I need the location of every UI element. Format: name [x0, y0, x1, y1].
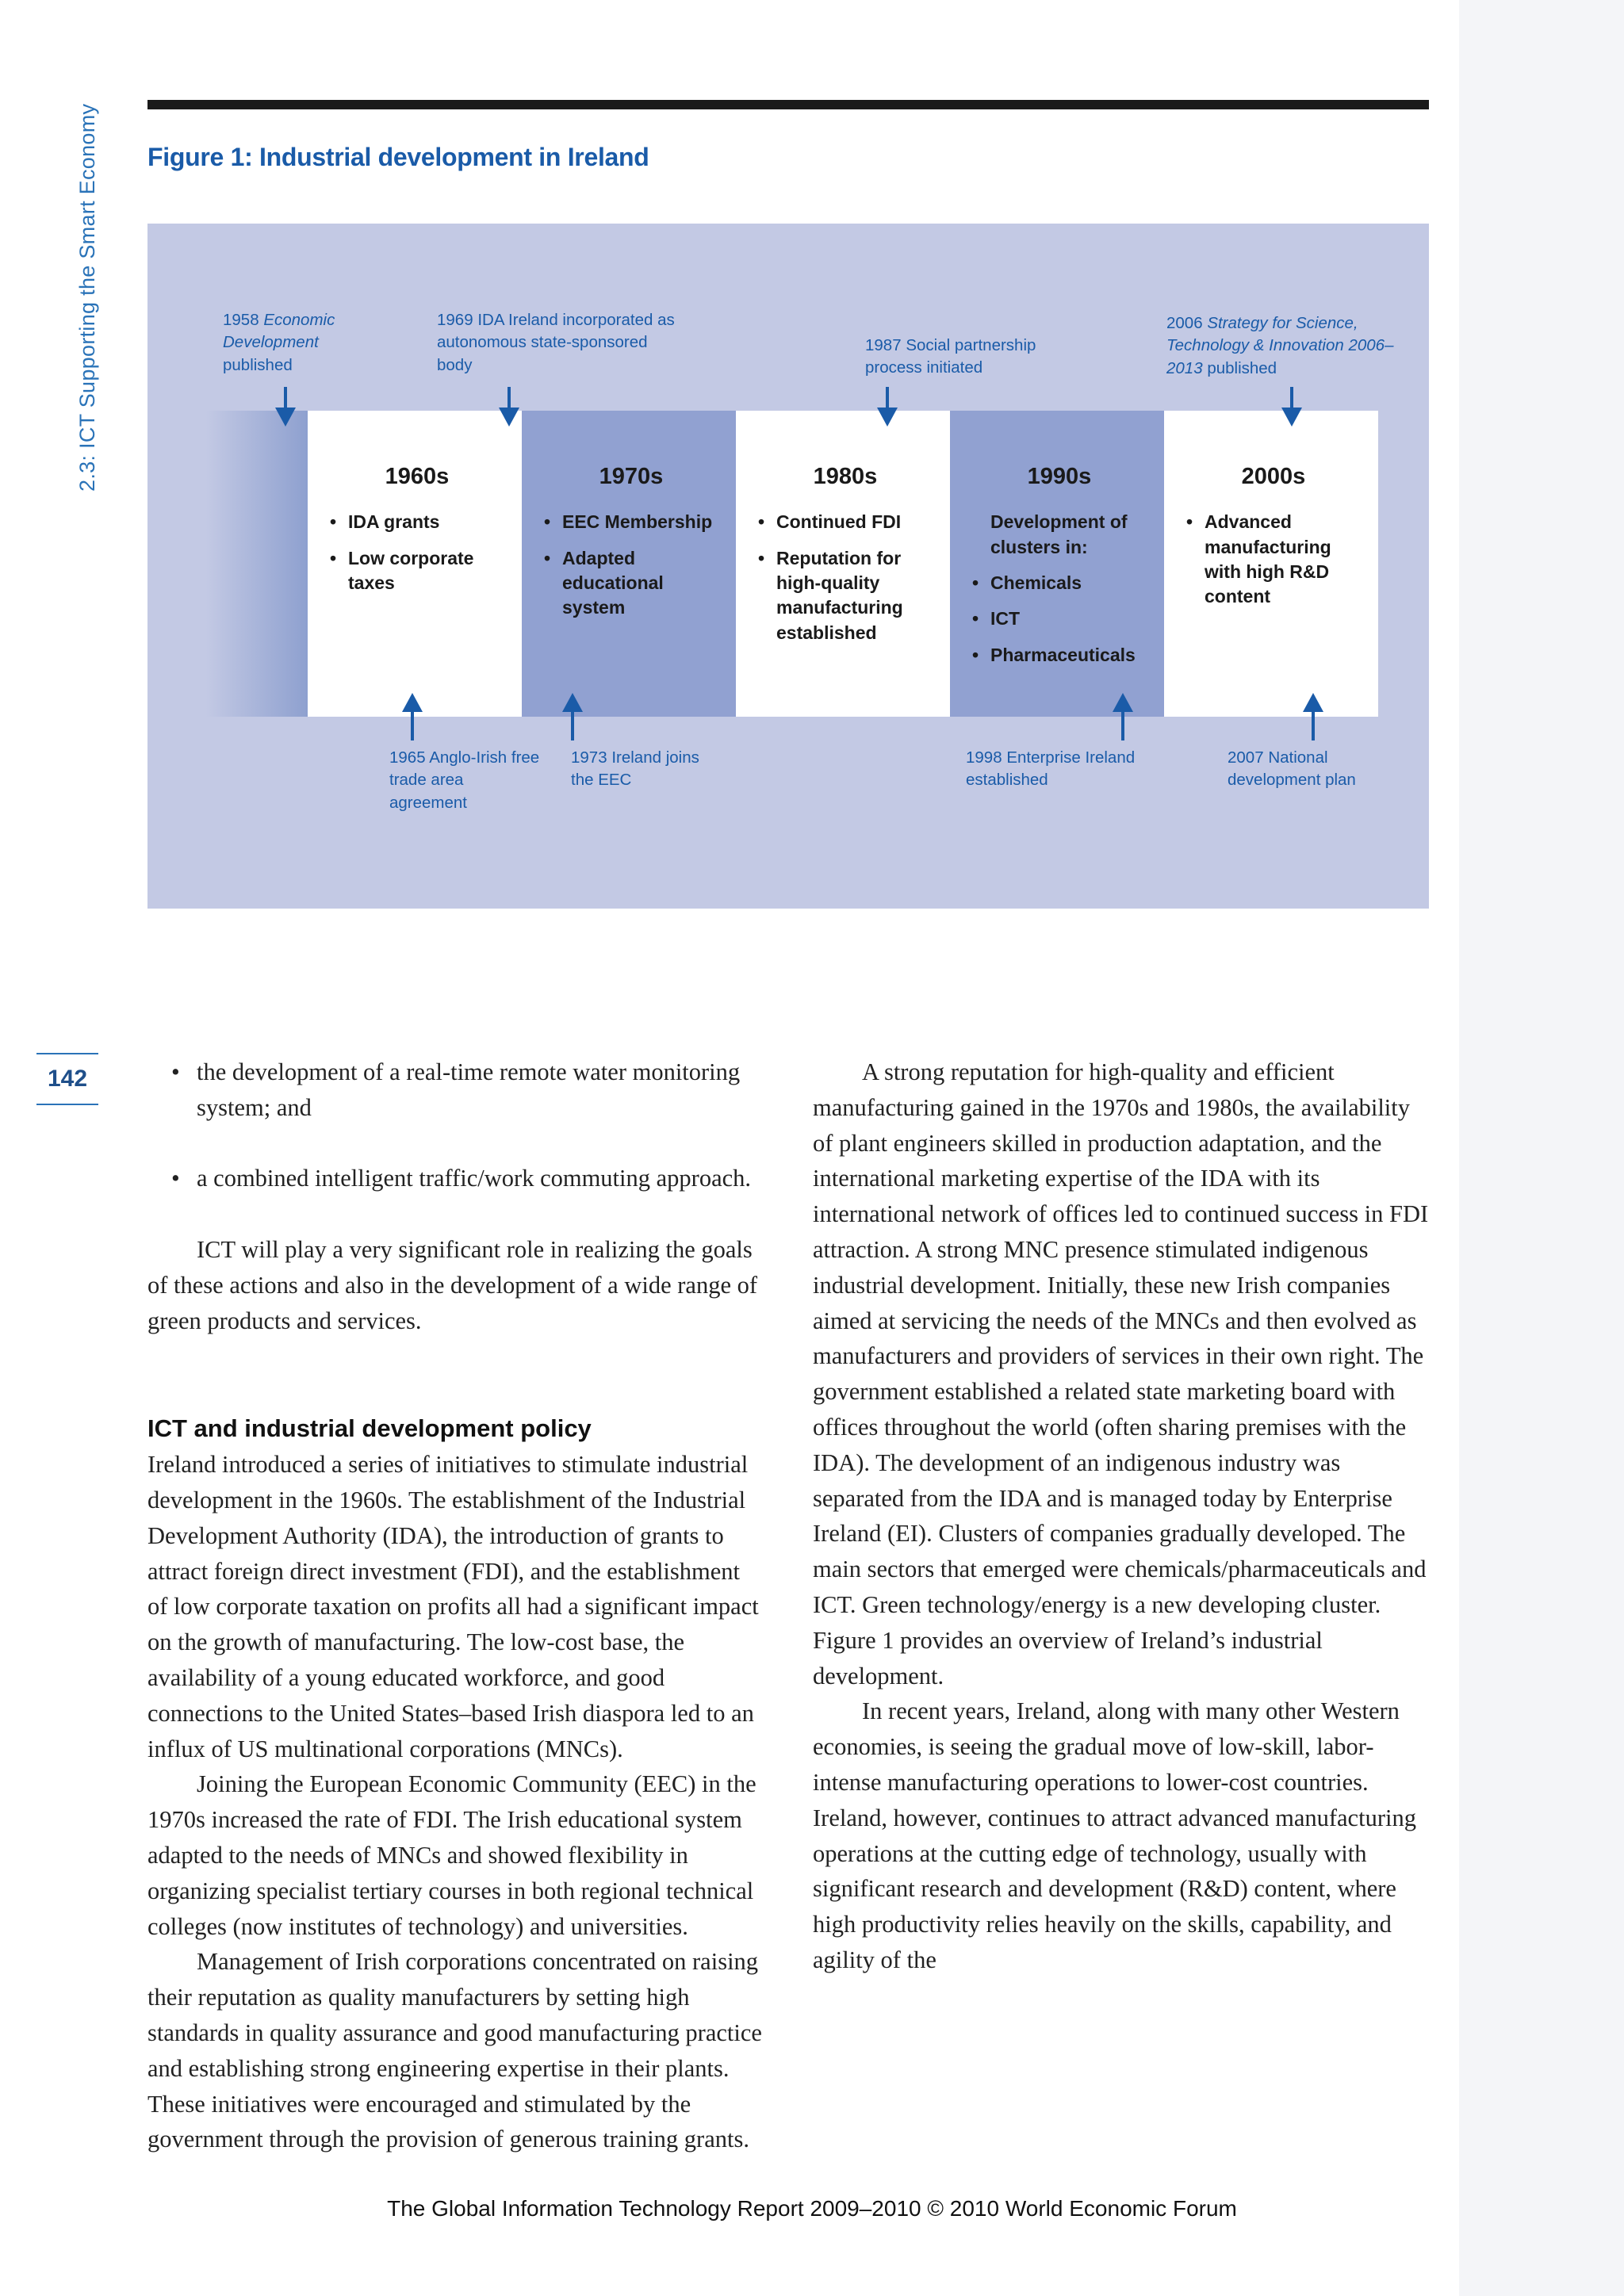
- page-footer: The Global Information Technology Report 2009–2010 © 2010 World Economic Forum: [387, 2196, 1237, 2221]
- decade-1970s: [522, 411, 736, 717]
- decade-1980s: [736, 411, 950, 717]
- event-year: 1998: [966, 748, 1002, 767]
- decade-title: 2000s: [1241, 464, 1306, 489]
- decade-title: 1980s: [813, 464, 878, 489]
- event-year: 1969: [437, 311, 473, 329]
- decade-item: • Adapted educational system: [542, 546, 720, 621]
- decade-1960s: [308, 411, 522, 717]
- list-item: • the development of a real-time remote water monitoring system; and: [147, 1054, 762, 1126]
- decade-2000s: [1164, 411, 1378, 717]
- arrow-down-icon: [886, 387, 889, 411]
- list-item: • a combined intelligent traffic/work commuting approach.: [147, 1161, 762, 1196]
- body-column-right: [813, 1054, 1431, 1978]
- event-1965: [389, 747, 540, 814]
- event-text: Ireland joins the EEC: [571, 748, 699, 790]
- event-1973: [571, 747, 706, 792]
- body-paragraph: ICT will play a very significant role in realizing the goals of these actions and also in the development of a wide range of green products and services.: [147, 1235, 758, 1334]
- event-title: Economic Development: [223, 311, 335, 352]
- event-1969: [437, 309, 675, 377]
- event-year: 1958: [223, 311, 259, 329]
- arrow-up-icon: [571, 709, 574, 740]
- top-rule: [147, 100, 1429, 109]
- event-year: 1965: [389, 748, 426, 767]
- page-number-rule-top: [36, 1053, 98, 1054]
- body-column-left: [147, 1054, 762, 2153]
- event-text: IDA Ireland incorporated as autonomous state-sponsored body: [437, 311, 675, 374]
- figure-title: Figure 1: Industrial development in Ireland: [147, 143, 649, 171]
- event-2007: [1228, 747, 1386, 792]
- decade-intro: Development of clusters in:: [990, 511, 1128, 557]
- page-number-rule-bottom: [36, 1104, 98, 1105]
- event-1958: [223, 309, 366, 377]
- event-text: Social partnership process initiated: [865, 336, 1036, 377]
- body-paragraph: Management of Irish corporations concentrated on raising their reputation as quality manufacturers by setting high standards in quality assurance and good manufacturing practice and establishing strong engineering expertise in their plants. These initiatives were encouraged and stimulated by the government through the provision of generous training grants.: [147, 1948, 762, 2153]
- body-paragraph: Joining the European Economic Community (EEC) in the 1970s increased the rate of FDI. The Irish educational system adapted to the needs of MNCs and showed flexibility in organizing specialist tertiary courses in both regional technical colleges (now institutes of technology) and universities.: [147, 1770, 756, 1940]
- decade-item: • Low corporate taxes: [328, 546, 506, 596]
- page-edge-tint: [1459, 0, 1624, 2296]
- body-paragraph: A strong reputation for high-quality and efficient manufacturing gained in the 1970s and 1980s, the availability of plant engineers skilled in production adaptation, and the international marketing expertise of the IDA with its international network of offices led to continued success in FDI attraction. A strong MNC presence stimulated indigenous industrial development. Initially, these new Irish companies aimed at servicing the needs of the MNCs and then evolved as manufacturers and providers of services in their own right. The government established a related state marketing board with offices throughout the world (often sharing premises with the IDA). The development of an indigenous industry was separated from the IDA and is managed today by Enterprise Ireland (EI). Clusters of companies gradually developed. The main sectors that emerged were chemicals/pharmaceuticals and ICT. Green technology/energy is a new developing cluster. Figure 1 provides an overview of Ireland’s industrial development.: [813, 1058, 1429, 1689]
- body-paragraph: In recent years, Ireland, along with many other Western economies, is seeing the gradual move of low-skill, labor-intense manufacturing operations to lower-cost countries. Ireland, however, continues to attract advanced manufacturing operations at the cutting edge of technology, usually with significant research and development (R&D) content, where high productivity relies heavily on the skills, capability, and agility of the: [813, 1697, 1416, 1973]
- event-1998: [966, 747, 1172, 792]
- section-sidebar-label: 2.3: ICT Supporting the Smart Economy: [75, 103, 99, 492]
- event-text: Anglo-Irish free trade area agreement: [389, 748, 540, 812]
- decade-title: 1960s: [385, 464, 450, 489]
- decade-item: • Continued FDI: [756, 510, 934, 534]
- event-year: 2006: [1166, 314, 1203, 332]
- event-2006: [1166, 312, 1396, 380]
- event-year: 1987: [865, 336, 902, 354]
- timeline-lead-in: [206, 411, 308, 717]
- event-1987: [865, 335, 1071, 380]
- page-number: 142: [47, 1066, 88, 1092]
- arrow-down-icon: [508, 387, 511, 411]
- event-year: 2007: [1228, 748, 1264, 767]
- decade-item: • ICT: [971, 607, 1148, 631]
- decade-item: • IDA grants: [328, 510, 506, 534]
- arrow-up-icon: [1312, 709, 1315, 740]
- event-title: Strategy for Science, Technology & Innovation 2006–2013: [1166, 314, 1394, 377]
- decade-item: • Pharmaceuticals: [971, 643, 1148, 668]
- event-text: National development plan: [1228, 748, 1356, 790]
- section-heading: ICT and industrial development policy: [147, 1414, 592, 1443]
- decade-title: 1970s: [599, 464, 664, 489]
- arrow-up-icon: [411, 709, 414, 740]
- decade-1990s: [950, 411, 1164, 717]
- decade-item: • Advanced manufacturing with high R&D content: [1185, 510, 1362, 609]
- decade-item: • EEC Membership: [542, 510, 720, 534]
- decade-item: • Chemicals: [971, 571, 1148, 595]
- event-text: published: [1207, 358, 1277, 377]
- decade-title: 1990s: [1027, 464, 1092, 489]
- arrow-up-icon: [1121, 709, 1124, 740]
- event-text: published: [223, 355, 293, 374]
- decade-item: • Reputation for high-quality manufacturing established: [756, 546, 934, 645]
- body-paragraph: Ireland introduced a series of initiatives to stimulate industrial development in the 1960s. The establishment of the Industrial Development Authority (IDA), the introduction of grants to attract foreign direct investment (FDI), and the establishment of low corporate taxation on profits all had a significant impact on the growth of manufacturing. The low-cost base, the availability of a young educated workforce, and good connections to the United States–based Irish diaspora led to an influx of US multinational corporations (MNCs).: [147, 1451, 759, 1762]
- event-year: 1973: [571, 748, 607, 767]
- arrow-down-icon: [1290, 387, 1293, 411]
- event-text: Enterprise Ireland established: [966, 748, 1136, 790]
- timeline-figure: [147, 224, 1429, 909]
- arrow-down-icon: [284, 387, 287, 411]
